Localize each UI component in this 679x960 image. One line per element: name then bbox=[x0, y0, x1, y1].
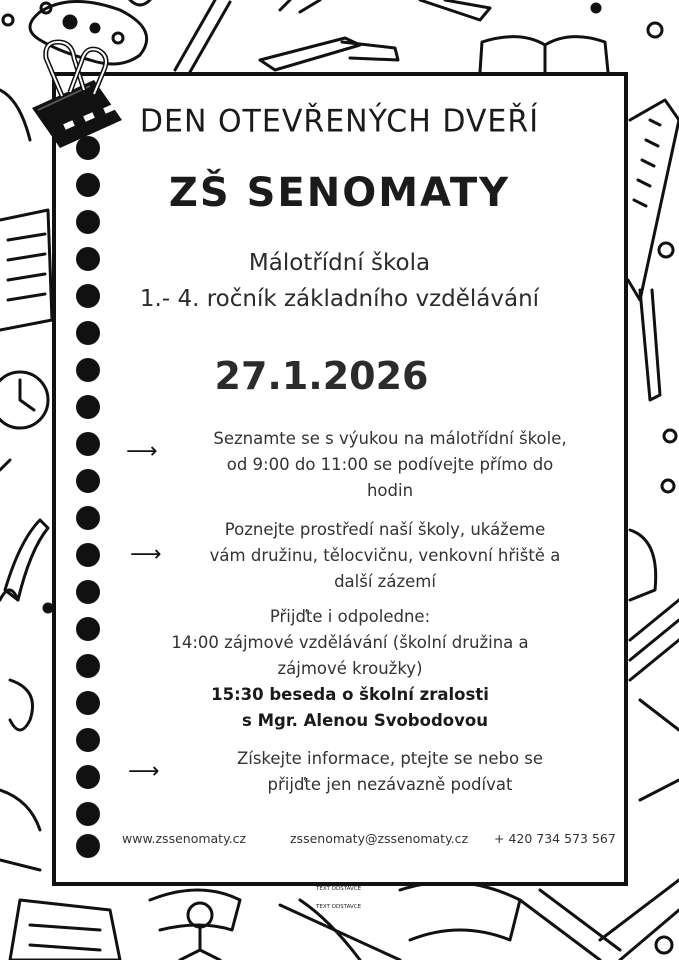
school-type: Málotřídní škola bbox=[248, 250, 431, 276]
seminar-speaker: s Mgr. Alenou Svobodovou bbox=[242, 711, 488, 730]
arrow-icon: ⟶ bbox=[130, 542, 162, 567]
paintbrush-icon bbox=[5, 520, 48, 600]
school-name: ZŠ SENOMATY bbox=[168, 170, 511, 216]
website-link[interactable]: www.zssenomaty.cz bbox=[122, 831, 247, 846]
email-link[interactable]: zssenomaty@zssenomaty.cz bbox=[290, 831, 469, 846]
phone-number[interactable]: + 420 734 573 567 bbox=[494, 831, 616, 846]
arrow-icon: ⟶ bbox=[128, 759, 160, 784]
placeholder-text: TEXT ODSTAVCE bbox=[316, 904, 362, 910]
list-item: Poznejte prostředí naší školy, ukážeme vám družinu, tělocvičnu, venkovní hřiště a další zázemí bbox=[209, 520, 561, 591]
seminar-time: 15:30 beseda o školní zralosti bbox=[211, 685, 489, 704]
event-date: 27.1.2026 bbox=[214, 354, 429, 398]
pencil-icon bbox=[175, 0, 230, 72]
list-item: Získejte informace, ptejte se nebo se přijďte jen nezávazně podívat bbox=[236, 749, 544, 794]
afternoon-info: Přijďte i odpoledne: 14:00 zájmové vzdělávání (školní družina a zájmové kroužky) 15:30 beseda o školní zralosti s Mgr. Alenou Svobodovou bbox=[140, 604, 560, 734]
placeholder-text: TEXT ODSTAVCE bbox=[316, 886, 362, 892]
page-title: DEN OTEVŘENÝCH DVEŘÍ bbox=[139, 103, 540, 140]
list-item: Seznamte se s výukou na málotřídní škole, od 9:00 do 11:00 se podívejte přímo do hodin bbox=[213, 429, 567, 500]
grades: 1.- 4. ročník základního vzdělávání bbox=[139, 286, 540, 312]
arrow-icon: ⟶ bbox=[126, 439, 158, 464]
